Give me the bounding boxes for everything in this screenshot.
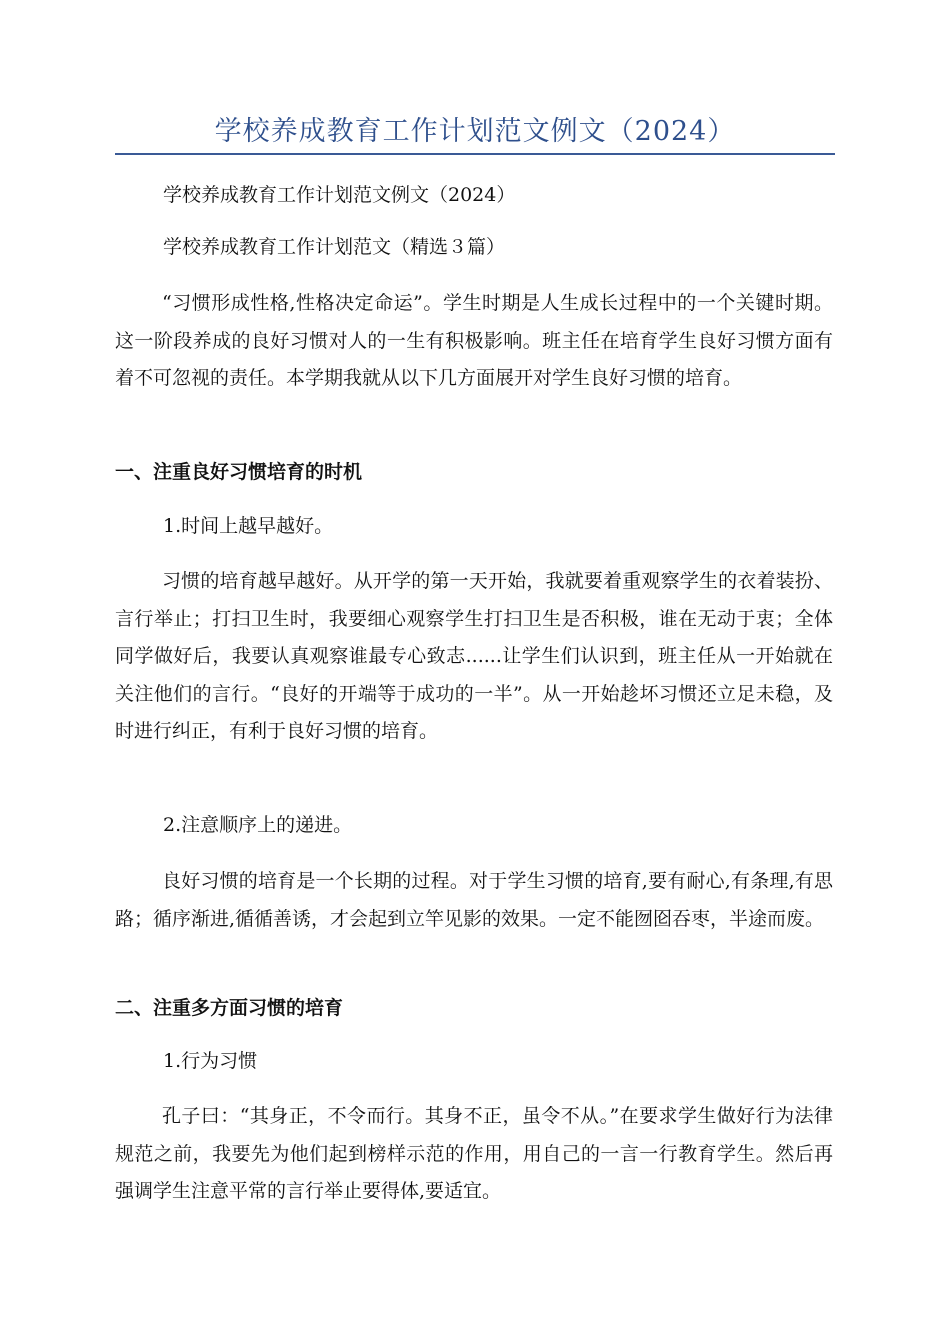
section1-item2-title: 2.注意顺序上的递进。 — [163, 814, 353, 836]
section2-item1-paragraph: 孔子曰：“其身正，不令而行。其身不正，虽令不从。”在要求学生做好行为法律规范之前，我要先为他们起到榜样示范的作用，用自己的一言一行教育学生。然后再强调学生注意平常的言行举止要得体,要适宜。 — [115, 1105, 833, 1202]
subtitle-line: 学校养成教育工作计划范文例文（2024） — [163, 184, 516, 206]
subtitle-selected: 学校养成教育工作计划范文（精选３篇） — [163, 236, 506, 258]
section1-heading: 一、注重良好习惯培育的时机 — [115, 461, 363, 483]
title-underline — [115, 153, 835, 155]
section1-item2-paragraph: 良好习惯的培育是一个长期的过程。对于学生习惯的培育,要有耐心,有条理,有思路；循序渐进,循循善诱，才会起到立竿见影的效果。一定不能囫囵吞枣，半途而废。 — [115, 870, 833, 930]
section1-item1-title: 1.时间上越早越好。 — [163, 515, 334, 537]
section2-item1-title: 1.行为习惯 — [163, 1050, 258, 1072]
section1-item1-paragraph: 习惯的培育越早越好。从开学的第一天开始，我就要着重观察学生的衣着装扮、言行举止；打扫卫生时，我要细心观察学生打扫卫生是否积极，谁在无动于衷；全体同学做好后，我要认真观察谁最专心致志......让学生们认识到，班主任从一开始就在关注他们的言行。“良好的开端等于成功的一半”。从一开始趁坏习惯还立足未稳，及时进行纠正，有利于良好习惯的培育。 — [115, 570, 833, 742]
document-title: 学校养成教育工作计划范文例文（2024） — [214, 116, 736, 147]
intro-paragraph: “习惯形成性格,性格决定命运”。学生时期是人生成长过程中的一个关键时期。这一阶段养成的良好习惯对人的一生有积极影响。班主任在培育学生良好习惯方面有着不可忽视的责任。本学期我就从以下几方面展开对学生良好习惯的培育。 — [115, 292, 833, 389]
section2-heading: 二、注重多方面习惯的培育 — [115, 997, 344, 1019]
